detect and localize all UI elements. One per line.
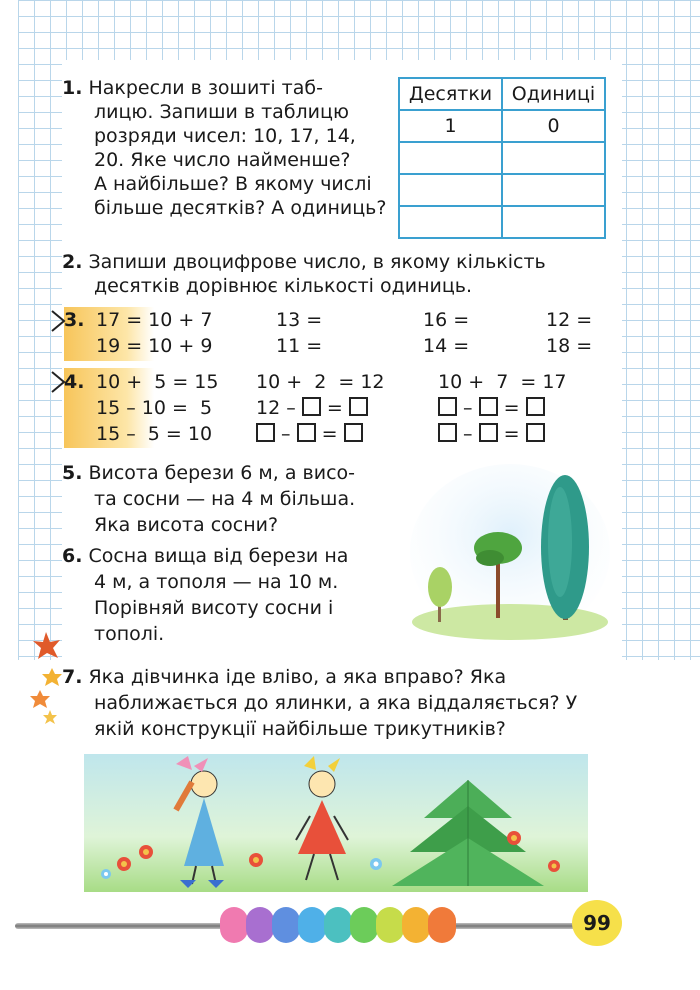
task-4-expr: 10 + 2 = 12 xyxy=(256,371,385,393)
text-line: Сосна вища від берези на xyxy=(88,545,349,567)
answer-box[interactable] xyxy=(526,423,545,442)
task-6-line-4: тополі. xyxy=(94,623,165,645)
answer-box[interactable] xyxy=(297,423,316,442)
task-3-expr: 14 = xyxy=(423,335,470,357)
task-number: 3. xyxy=(64,309,85,331)
table-row xyxy=(399,110,605,142)
girls-and-tree-illustration xyxy=(84,754,588,892)
task-4-expr: 10 + 7 = 17 xyxy=(438,371,567,393)
task-1-line-6: більше десятків? А одиниць? xyxy=(94,197,387,219)
decorative-bead xyxy=(350,907,378,943)
task-4-expr: 15 – 10 = 5 xyxy=(96,397,213,419)
task-number: 2. xyxy=(62,251,83,273)
page-number: 99 xyxy=(572,900,622,946)
decorative-bead xyxy=(402,907,430,943)
task-3-expr: 16 = xyxy=(423,309,470,331)
task-6-line-3: Порівняй висоту сосни і xyxy=(94,597,334,619)
answer-box[interactable] xyxy=(344,423,363,442)
digits-table xyxy=(398,77,606,239)
table-cell xyxy=(502,142,605,174)
task-number: 6. xyxy=(62,545,83,567)
task-number: 4. xyxy=(64,371,85,393)
task-6-line-1 xyxy=(62,543,392,569)
text-line: Висота берези 6 м, а висо- xyxy=(88,462,356,484)
equals-sign: = xyxy=(326,397,343,419)
answer-box[interactable] xyxy=(479,397,498,416)
task-3-expr: 12 = xyxy=(546,309,593,331)
task-3-expr: 18 = xyxy=(546,335,593,357)
task-2-line-2: десятків дорівнює кількості одиниць. xyxy=(94,275,473,297)
minus-sign: – xyxy=(463,423,473,445)
task-7-line-1 xyxy=(62,664,622,690)
task-2 xyxy=(62,250,622,298)
header-units: Одиниці xyxy=(502,78,605,110)
answer-box[interactable] xyxy=(438,397,457,416)
decorative-bead xyxy=(324,907,352,943)
table-cell xyxy=(399,142,502,174)
equals-sign: = xyxy=(321,423,338,445)
table-cell: 0 xyxy=(502,110,605,142)
task-1-line-5: А найбільше? В якому числі xyxy=(94,173,372,195)
task-number: 7. xyxy=(62,666,83,688)
table-cell xyxy=(399,174,502,206)
trees-illustration xyxy=(410,452,610,640)
task-5-line-1 xyxy=(62,460,392,486)
text-line: Яка дівчинка іде вліво, а яка вправо? Яка xyxy=(88,666,507,688)
task-7 xyxy=(62,664,622,742)
equals-sign: = xyxy=(503,397,520,419)
text-line: Запиши двоцифрове число, в якому кількість xyxy=(88,251,546,273)
answer-box[interactable] xyxy=(479,423,498,442)
answer-box[interactable] xyxy=(256,423,275,442)
answer-box[interactable] xyxy=(438,423,457,442)
table-header-row xyxy=(399,78,605,110)
answer-box[interactable] xyxy=(526,397,545,416)
task-4-expr xyxy=(438,422,545,447)
answer-box[interactable] xyxy=(349,397,368,416)
task-3-expr: 13 = xyxy=(276,309,323,331)
task-5-line-3: Яка висота сосни? xyxy=(94,514,279,536)
decorative-bead xyxy=(220,907,248,943)
task-7-line-2: наближається до ялинки, а яка віддаляється? У xyxy=(94,692,578,714)
task-1-line-4: 20. Яке число найменше? xyxy=(94,149,351,171)
task-1-line-3: розряди чисел: 10, 17, 14, xyxy=(94,125,356,147)
task-3-expr: 11 = xyxy=(276,335,323,357)
task-1 xyxy=(62,76,392,220)
text-line: Накресли в зошиті таб- xyxy=(88,77,323,99)
task-3-expr: 19 = 10 + 9 xyxy=(96,335,213,357)
minus-sign: – xyxy=(281,423,291,445)
task-4-expr xyxy=(256,422,363,447)
table-cell: 1 xyxy=(399,110,502,142)
answer-box[interactable] xyxy=(302,397,321,416)
table-cell xyxy=(399,206,502,238)
task-number: 5. xyxy=(62,462,83,484)
minus-sign: – xyxy=(463,397,473,419)
decorative-bead xyxy=(298,907,326,943)
task-6-line-2: 4 м, а тополя — на 10 м. xyxy=(94,571,339,593)
decorative-bead xyxy=(376,907,404,943)
table-row xyxy=(399,206,605,238)
table-row xyxy=(399,174,605,206)
task-7-line-3: якій конструкції найбільше трикутників? xyxy=(94,718,506,740)
task-5 xyxy=(62,460,392,538)
expr-prefix: 12 – xyxy=(256,397,296,419)
task-4-expr: 10 + 5 = 15 xyxy=(96,371,219,393)
decorative-bead xyxy=(428,907,456,943)
header-tens: Десятки xyxy=(399,78,502,110)
table-cell xyxy=(502,206,605,238)
task-4-expr xyxy=(256,396,368,421)
equals-sign: = xyxy=(503,423,520,445)
task-number: 1. xyxy=(62,77,83,99)
task-5-line-2: та сосни — на 4 м більша. xyxy=(94,488,356,510)
task-3-expr: 17 = 10 + 7 xyxy=(96,309,213,331)
task-1-line-1 xyxy=(62,76,392,100)
task-6 xyxy=(62,543,392,647)
decorative-bead xyxy=(272,907,300,943)
task-4-expr: 15 – 5 = 10 xyxy=(96,423,213,445)
task-2-line-1 xyxy=(62,250,622,274)
task-1-line-2: лицю. Запиши в таблицю xyxy=(94,101,349,123)
decorative-bead xyxy=(246,907,274,943)
table-cell xyxy=(502,174,605,206)
task-4-expr xyxy=(438,396,545,421)
table-row xyxy=(399,142,605,174)
